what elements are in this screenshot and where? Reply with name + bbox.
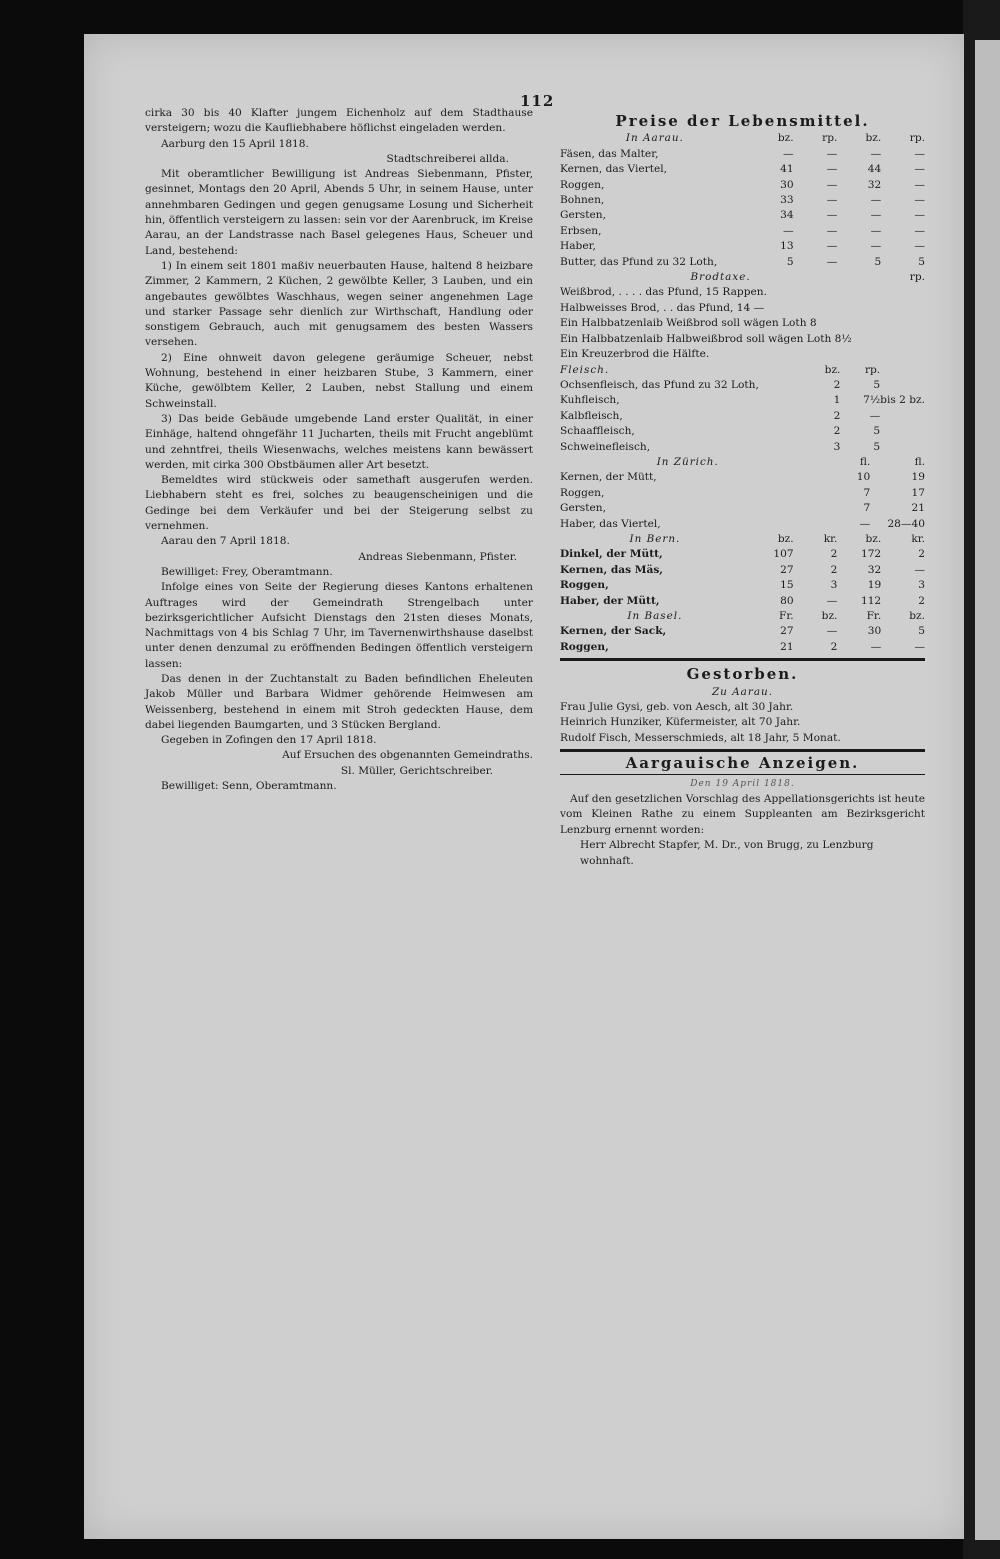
cell: 34 bbox=[780, 209, 794, 222]
table-row bbox=[560, 486, 925, 501]
col-header: rp. bbox=[864, 363, 881, 376]
cell: — bbox=[914, 209, 925, 222]
cell: — bbox=[914, 640, 925, 653]
item-label: Erbsen, bbox=[560, 224, 602, 237]
col-header: Fr. bbox=[778, 610, 794, 622]
cell: 2 bbox=[918, 548, 925, 561]
cell: 2 bbox=[830, 548, 838, 561]
paragraph: Bemeldtes wird stückweis oder samethaft ausgerufen werden. Liebhabern steht es frei, solches zu beaugenscheinigen und die Gedinge bei dem Verkäufer und bei der Steigerung selbst zu vernehmen. bbox=[145, 474, 533, 533]
item-label: Roggen, bbox=[560, 579, 609, 592]
paragraph: 2) Eine ohnweit davon gelegene geräumige Scheuer, nebst Wohnung, bestehend in einer heizbaren Stube, 3 Kammern, einer Küche, gewölbtem Keller, 2 Lauben, nebst Stallung und einem Schweinstall. bbox=[145, 351, 533, 410]
cell: 41 bbox=[780, 163, 794, 176]
paragraph: 3) Das beide Gebäude umgebende Land erster Qualität, in einer Einhäge, haltend ohngefähr 11 Jucharten, theils mit Frucht angeblümt und zehntfrei, theils Wiesenwachs, welches meistens kann bewässert werden, mit cirka 300 Obstbäumen aller Art besetzt. bbox=[145, 412, 533, 471]
cell: — bbox=[826, 194, 838, 207]
cell: 5 bbox=[874, 255, 882, 268]
cell: 3 bbox=[830, 579, 838, 592]
section-heading: In Basel. bbox=[627, 610, 683, 622]
col-header: bz. bbox=[909, 610, 925, 622]
right-column bbox=[560, 114, 925, 869]
cell bbox=[880, 424, 925, 439]
paragraph: Infolge eines von Seite der Regierung dieses Kantons erhaltenen Auftrages wird der Gemeindrath Strengelbach unter bezirksgerichtlicher Aufsicht Dienstags den 21sten dieses Monats, Nachmittags von 4 bis Schlag 7 Uhr, im Tavernenwirthshause daselbst unter denen denzumal zu eröffnenden Bedingen öffentlich versteigern lassen: bbox=[145, 581, 533, 670]
cell: — bbox=[859, 517, 871, 530]
deaths-title: Gestorben. bbox=[686, 665, 799, 684]
table-row bbox=[560, 178, 925, 193]
cell: 33 bbox=[780, 194, 794, 207]
cell: 21 bbox=[780, 640, 794, 653]
item-label: Dinkel, der Mütt, bbox=[560, 548, 663, 561]
cell: 2 bbox=[833, 425, 841, 438]
cell: — bbox=[826, 163, 838, 176]
paragraph: cirka 30 bis 40 Klafter jungem Eichenholz auf dem Stadthause versteigern; wozu die Kaufliebhabere höflichst eingeladen werden. bbox=[145, 107, 533, 135]
notice-paragraph: Herr Albrecht Stapfer, M. Dr., von Brugg, zu Lenzburg wohnhaft. bbox=[580, 839, 874, 867]
cell: 1 bbox=[833, 394, 841, 407]
cell: 32 bbox=[867, 563, 882, 576]
table-row bbox=[560, 578, 925, 593]
signature: Stadtschreiberei allda. bbox=[386, 152, 509, 165]
cell: — bbox=[826, 625, 838, 638]
cell: 30 bbox=[867, 625, 882, 638]
cell: — bbox=[914, 194, 925, 207]
table-row bbox=[560, 393, 925, 408]
brod-line: Ein Kreuzerbrod die Hälfte. bbox=[560, 348, 710, 361]
cell: — bbox=[826, 594, 838, 607]
item-label: Gersten, bbox=[560, 209, 606, 222]
col-header: rp. bbox=[909, 271, 925, 284]
cell: 3 bbox=[833, 440, 841, 453]
approval: Bewilliget: Frey, Oberamtmann. bbox=[161, 565, 333, 578]
cell: 19 bbox=[867, 579, 882, 592]
section-heading: In Zürich. bbox=[656, 455, 719, 468]
cell: 19 bbox=[911, 471, 925, 484]
cell: 30 bbox=[780, 178, 794, 191]
cell: — bbox=[869, 409, 881, 422]
col-header: bz. bbox=[865, 132, 882, 145]
item-label: Haber, der Mütt, bbox=[560, 594, 660, 607]
signature: Andreas Siebenmann, Pfister. bbox=[358, 550, 517, 563]
prices-title: Preise der Lebensmittel. bbox=[615, 112, 870, 130]
notices-date: Den 19 April 1818. bbox=[690, 778, 795, 789]
cell: 27 bbox=[780, 563, 794, 576]
cell: 7 bbox=[863, 502, 871, 515]
table-row bbox=[560, 440, 925, 455]
brod-heading-row bbox=[560, 270, 925, 285]
notice-paragraph: Auf den gesetzlichen Vorschlag des Appellationsgerichts ist heute vom Kleinen Rathe zu einem Suppleanten am Bezirksgericht Lenzburg ernennt worden: bbox=[560, 793, 925, 836]
paragraph: 1) In einem seit 1801 maßiv neuerbauten Hause, haltend 8 heizbare Zimmer, 2 Kammern, 2 Küchen, 2 gewölbte Keller, 3 Lauben, und ein angebautes gewölbtes Waschhaus, wegen seiner angenehmen Lage und starker Passage sehr dienlich zur Wirthschaft, Handlung oder sonstigem Gebrauch, auch mit genugsamem des besten Wassers versehen. bbox=[145, 259, 533, 349]
table-row bbox=[560, 208, 925, 223]
cell: 5 bbox=[918, 625, 925, 638]
approval: Bewilliget: Senn, Oberamtmann. bbox=[161, 780, 337, 793]
cell: 13 bbox=[780, 240, 794, 253]
cell: 2 bbox=[830, 563, 838, 576]
brod-lines bbox=[560, 285, 925, 362]
col-header: rp. bbox=[822, 132, 838, 145]
signature: Auf Ersuchen des obgenannten Gemeindraths. bbox=[282, 749, 533, 762]
page-number: 112 bbox=[520, 92, 555, 110]
cell: bis 2 bz. bbox=[880, 394, 925, 407]
item-label: Roggen, bbox=[560, 640, 609, 653]
basel-price-table bbox=[560, 609, 925, 655]
col-header: bz. bbox=[821, 610, 838, 622]
cell bbox=[880, 409, 925, 424]
cell: 2 bbox=[830, 640, 838, 653]
death-entry: Rudolf Fisch, Messerschmieds, alt 18 Jahr, 5 Monat. bbox=[560, 731, 841, 744]
cell: 107 bbox=[773, 548, 794, 561]
item-label: Kernen, der Mütt, bbox=[560, 471, 657, 484]
cell: — bbox=[826, 209, 838, 222]
cell: — bbox=[914, 163, 925, 176]
col-header: kr. bbox=[911, 532, 925, 545]
table-row bbox=[560, 239, 925, 254]
col-header: bz. bbox=[824, 363, 841, 376]
aarau-price-table bbox=[560, 131, 925, 270]
col-header: bz. bbox=[777, 532, 794, 545]
section-rule bbox=[560, 749, 925, 752]
dateline: Gegeben in Zofingen den 17 April 1818. bbox=[161, 734, 377, 747]
col-header: fl. bbox=[859, 455, 871, 468]
cell: 5 bbox=[873, 378, 881, 391]
fleisch-price-table bbox=[560, 363, 925, 455]
item-label: Kalbfleisch, bbox=[560, 409, 623, 422]
cell: 3 bbox=[918, 579, 925, 592]
item-label: Gersten, bbox=[560, 502, 606, 515]
cell: — bbox=[914, 240, 925, 253]
cell: 2 bbox=[833, 378, 841, 391]
col-header: bz. bbox=[865, 532, 882, 545]
cell: — bbox=[870, 240, 882, 253]
item-label: Haber, das Viertel, bbox=[560, 517, 661, 530]
cell: 5 bbox=[873, 440, 881, 453]
cell: 172 bbox=[860, 548, 882, 561]
cell: — bbox=[870, 640, 882, 653]
cell bbox=[880, 378, 925, 393]
col-header: Fr. bbox=[866, 610, 882, 622]
item-label: Kernen, das Viertel, bbox=[560, 163, 667, 176]
cell: — bbox=[826, 178, 838, 191]
item-label: Kernen, der Sack, bbox=[560, 625, 667, 638]
table-row bbox=[560, 517, 925, 532]
item-label: Butter, das Pfund zu 32 Loth, bbox=[560, 255, 718, 268]
signature: Sl. Müller, Gerichtschreiber. bbox=[340, 764, 493, 777]
cell: — bbox=[826, 147, 838, 160]
dateline: Aarau den 7 April 1818. bbox=[161, 535, 290, 548]
item-label: Ochsenfleisch, das Pfund zu 32 Loth, bbox=[560, 378, 759, 391]
cell bbox=[880, 440, 925, 455]
cell: — bbox=[870, 224, 882, 237]
item-label: Kernen, das Mäs, bbox=[560, 563, 663, 576]
cell: 112 bbox=[860, 594, 882, 607]
title-rule bbox=[560, 774, 925, 775]
paragraph: Das denen in der Zuchtanstalt zu Baden befindlichen Eheleuten Jakob Müller und Barbara Widmer gehörende Heimwesen am Weissenberg, bestehend in einem mit Stroh gedeckten Hause, dem dabei liegenden Baumgarten, und 3 Stücken Bergland. bbox=[145, 672, 533, 731]
table-row bbox=[560, 470, 925, 485]
col-header: rp. bbox=[909, 132, 925, 145]
item-label: Roggen, bbox=[560, 178, 605, 191]
item-label: Haber, bbox=[560, 240, 596, 253]
col-header: fl. bbox=[914, 455, 925, 468]
cell: — bbox=[826, 255, 838, 268]
cell: — bbox=[914, 224, 925, 237]
item-label: Kuhfleisch, bbox=[560, 394, 620, 407]
death-entry: Heinrich Hunziker, Küfermeister, alt 70 Jahr. bbox=[560, 716, 801, 729]
cell: 44 bbox=[867, 163, 882, 176]
item-label: Fäsen, das Malter, bbox=[560, 147, 659, 160]
adjacent-page-edge bbox=[975, 40, 1000, 1540]
section-heading: In Aarau. bbox=[625, 132, 684, 145]
table-row bbox=[560, 424, 925, 439]
dateline: Aarburg den 15 April 1818. bbox=[161, 137, 309, 150]
cell: 5 bbox=[918, 255, 925, 268]
section-heading: In Bern. bbox=[629, 532, 681, 545]
table-row bbox=[560, 594, 925, 609]
cell: — bbox=[783, 224, 794, 237]
brod-line: Weißbrod, . . . . das Pfund, 15 Rappen. bbox=[560, 286, 767, 299]
table-row bbox=[560, 224, 925, 239]
cell: 10 bbox=[856, 471, 871, 484]
item-label: Schweinefleisch, bbox=[560, 440, 651, 453]
table-row bbox=[560, 624, 925, 639]
section-heading: Brodtaxe. bbox=[690, 271, 751, 284]
cell: 80 bbox=[780, 594, 794, 607]
cell: 5 bbox=[786, 255, 794, 268]
cell: 2 bbox=[918, 594, 925, 607]
table-row bbox=[560, 255, 925, 270]
table-row bbox=[560, 378, 925, 393]
section-rule bbox=[560, 658, 925, 661]
cell: 15 bbox=[780, 579, 794, 592]
section-heading: Fleisch. bbox=[560, 363, 610, 376]
paragraph: Mit oberamtlicher Bewilligung ist Andreas Siebenmann, Pfister, gesinnet, Montags den 20 April, Abends 5 Uhr, in seinem Hause, unter annehmbaren Gedingen und gegen genugsame Losung und Sicherheit hin, öffentlich versteigern zu lassen: sein vor der Aarenbruck, im Kreise Aarau, an der Landstrasse nach Basel gelegenes Haus, Scheuer und Land, bestehend: bbox=[145, 168, 533, 257]
cell: — bbox=[914, 178, 925, 191]
table-row bbox=[560, 501, 925, 516]
table-row bbox=[560, 162, 925, 177]
cell: 5 bbox=[873, 425, 881, 438]
table-row bbox=[560, 547, 925, 562]
cell: — bbox=[870, 147, 882, 160]
cell: 2 bbox=[833, 409, 841, 422]
cell: 27 bbox=[780, 625, 794, 638]
notices-title: Aargauische Anzeigen. bbox=[625, 754, 860, 773]
table-row bbox=[560, 147, 925, 162]
cell: 32 bbox=[867, 178, 882, 191]
cell: 21 bbox=[911, 502, 925, 515]
col-header: kr. bbox=[823, 532, 838, 545]
item-label: Bohnen, bbox=[560, 194, 605, 207]
left-column bbox=[145, 106, 533, 794]
brod-line: Halbweisses Brod, . . das Pfund, 14 — bbox=[560, 301, 765, 314]
zurich-price-table bbox=[560, 455, 925, 532]
cell: — bbox=[914, 563, 925, 576]
table-row bbox=[560, 193, 925, 208]
table-row bbox=[560, 640, 925, 655]
cell: 7 bbox=[863, 486, 871, 499]
cell: 7½ bbox=[863, 394, 881, 407]
cell: — bbox=[783, 147, 794, 160]
table-row bbox=[560, 563, 925, 578]
deaths-subtitle: Zu Aarau. bbox=[711, 685, 774, 698]
brod-line: Ein Halbbatzenlaib Halbweißbrod soll wägen Loth 8½ bbox=[560, 332, 852, 345]
cell: — bbox=[826, 224, 838, 237]
table-row bbox=[560, 409, 925, 424]
item-label: Roggen, bbox=[560, 486, 605, 499]
bern-price-table bbox=[560, 532, 925, 609]
cell: — bbox=[826, 240, 838, 253]
death-entry: Frau Julie Gysi, geb. von Aesch, alt 30 Jahr. bbox=[560, 701, 794, 714]
cell: 28—40 bbox=[887, 517, 925, 530]
item-label: Schaaffleisch, bbox=[560, 425, 635, 438]
brod-line: Ein Halbbatzenlaib Weißbrod soll wägen Loth 8 bbox=[560, 317, 817, 330]
cell: 17 bbox=[911, 486, 925, 499]
cell: — bbox=[870, 209, 882, 222]
col-header: bz. bbox=[777, 132, 794, 145]
cell: — bbox=[870, 194, 882, 207]
cell: — bbox=[914, 147, 925, 160]
cell bbox=[880, 363, 925, 378]
